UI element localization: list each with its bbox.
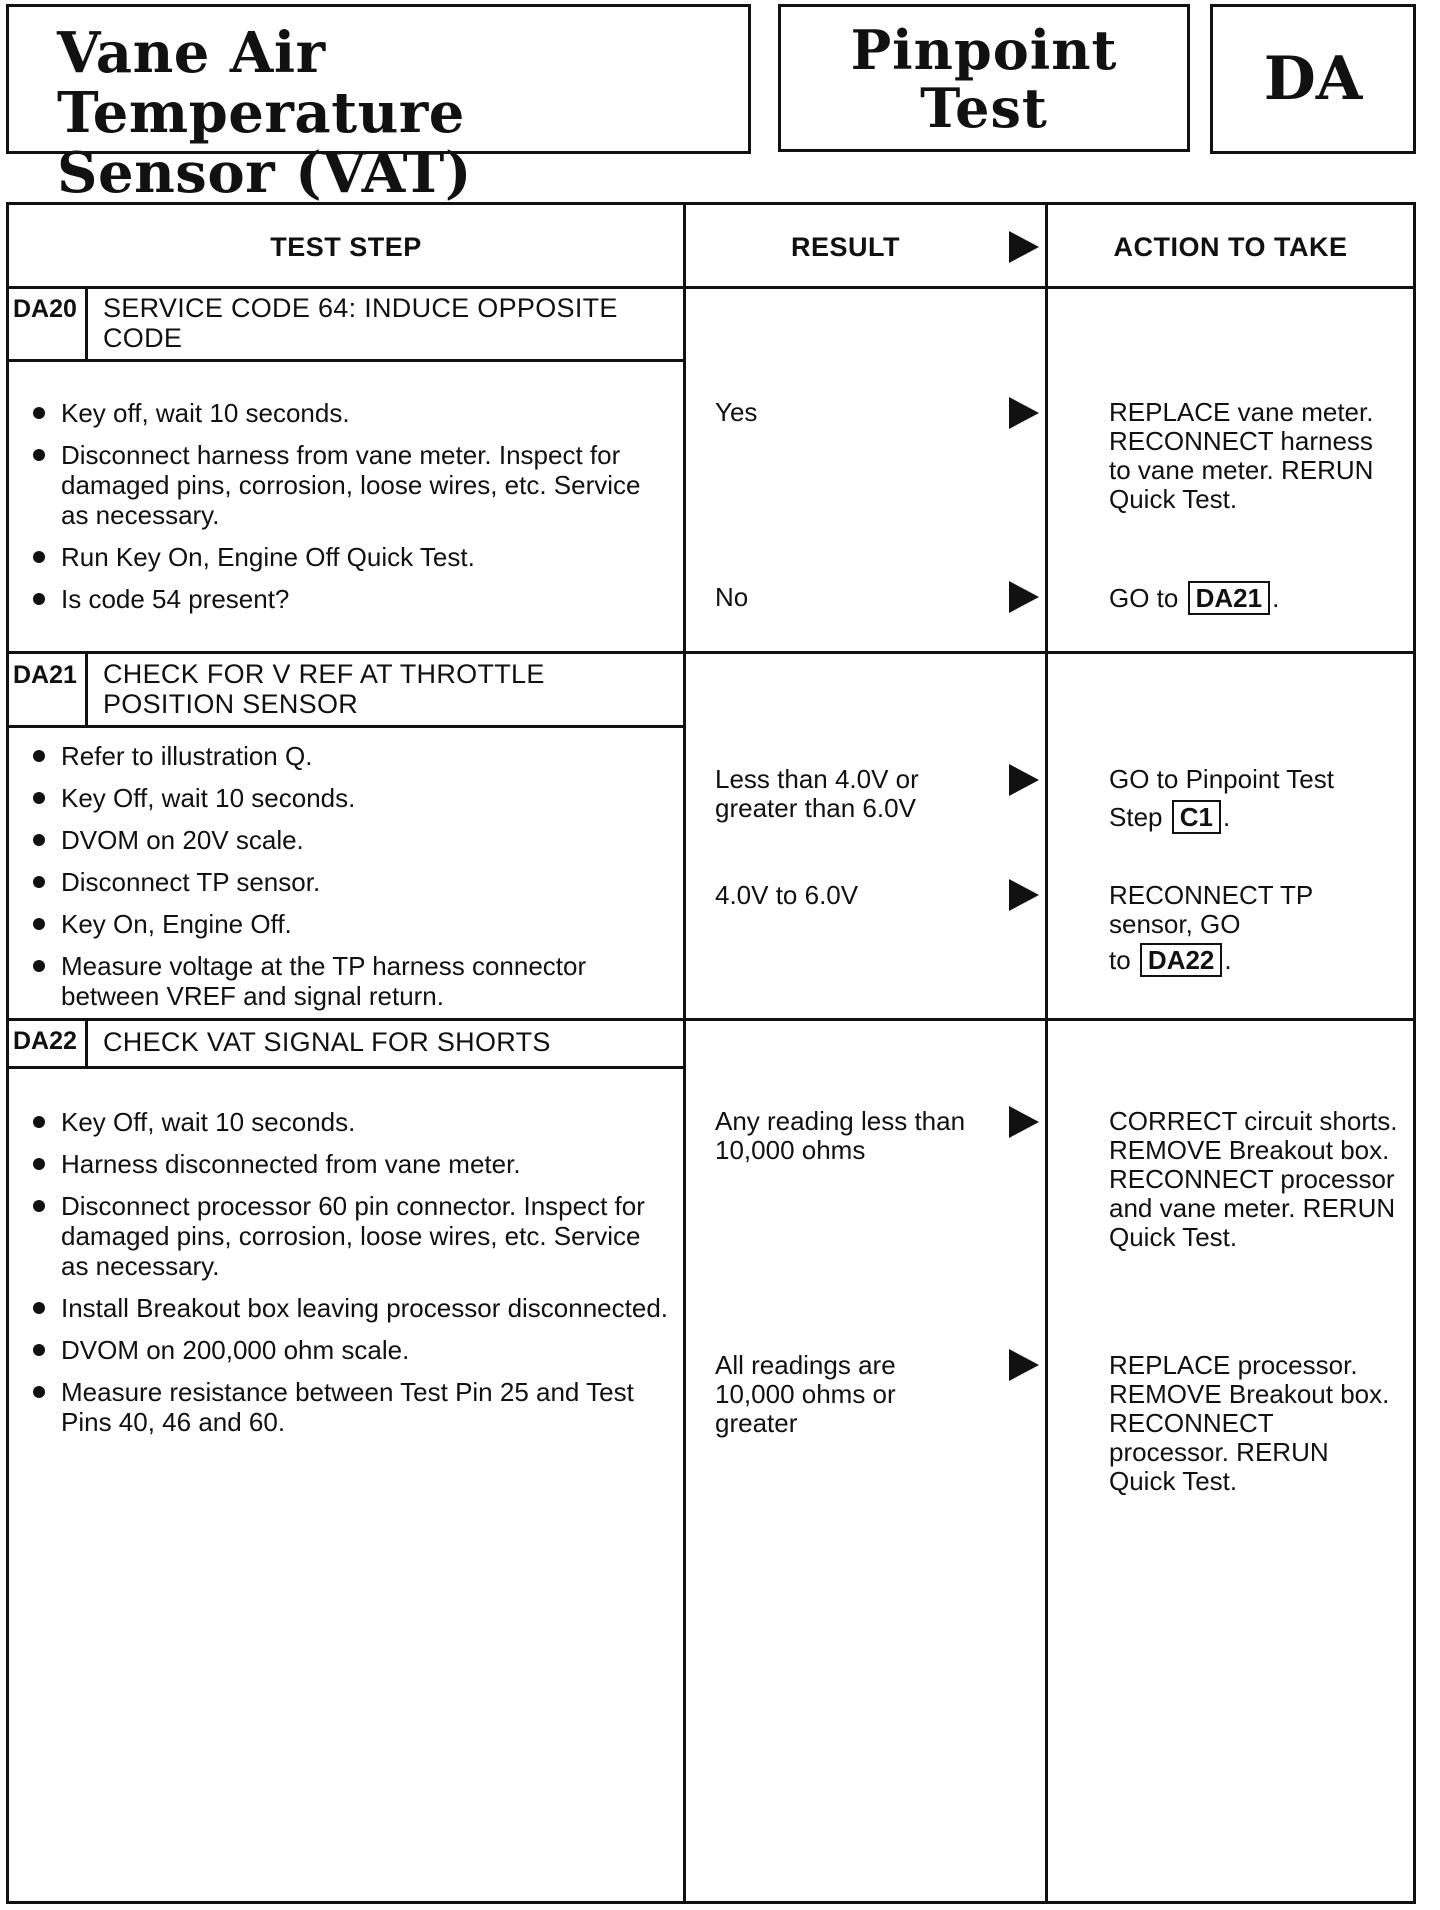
list-item: Key On, Engine Off.	[31, 909, 671, 939]
pinpoint-test-table	[6, 202, 1416, 1904]
arrow-icon	[1009, 231, 1039, 263]
list-item: Key Off, wait 10 seconds.	[31, 783, 671, 813]
arrow-icon	[1009, 764, 1039, 796]
result-label: 4.0V to 6.0V	[715, 880, 859, 910]
arrow-icon	[1009, 879, 1039, 911]
step-id-da22: DA22	[13, 1027, 77, 1055]
column-header-result: RESULT	[791, 231, 900, 262]
list-item: DVOM on 20V scale.	[31, 825, 671, 855]
action-line: RECONNECT TP sensor, GO	[1109, 880, 1313, 939]
list-item: Install Breakout box leaving processor disconnected.	[31, 1293, 671, 1323]
list-item: Run Key On, Engine Off Quick Test.	[31, 542, 671, 572]
title-box	[6, 4, 751, 206]
action-text	[1109, 581, 1279, 615]
step-title-underline	[9, 1066, 683, 1069]
list-item: Measure voltage at the TP harness connector between VREF and signal return.	[31, 951, 671, 1011]
list-item: Harness disconnected from vane meter.	[31, 1149, 671, 1179]
arrow-icon	[1009, 397, 1039, 429]
list-item: Key off, wait 10 seconds.	[31, 398, 671, 428]
result-label: No	[715, 582, 749, 612]
arrow-icon	[1009, 1349, 1039, 1381]
step-title-da21: CHECK FOR V REF AT THROTTLE POSITION SENSOR	[103, 659, 545, 719]
test-code: DA	[1263, 44, 1363, 114]
code-box	[1210, 4, 1416, 154]
list-item: Disconnect TP sensor.	[31, 867, 671, 897]
column-divider	[683, 205, 686, 1901]
list-item: Disconnect processor 60 pin connector. Inspect for damaged pins, corrosion, loose wires, etc. Service as necessary.	[31, 1191, 671, 1281]
arrow-icon	[1009, 581, 1039, 613]
action-prefix: Step	[1109, 802, 1163, 832]
action-text	[1109, 765, 1399, 834]
action-text: REPLACE vane meter. RECONNECT harness to vane meter. RERUN Quick Test.	[1109, 397, 1374, 514]
step-title-da22: CHECK VAT SIGNAL FOR SHORTS	[103, 1027, 551, 1057]
pinpoint-label-line1: Pinpoint	[850, 18, 1118, 82]
list-item: Key Off, wait 10 seconds.	[31, 1107, 671, 1137]
result-label: Less than 4.0V or greater than 6.0V	[715, 764, 919, 823]
step-label-divider	[85, 654, 88, 725]
step-id-da21: DA21	[13, 661, 77, 689]
page-title-line2: Sensor (VAT)	[57, 140, 472, 206]
action-text: CORRECT circuit shorts. REMOVE Breakout box. RECONNECT processor and vane meter. RERUN Quick Test.	[1109, 1106, 1398, 1252]
step-title-da20: SERVICE CODE 64: INDUCE OPPOSITE CODE	[103, 293, 618, 353]
step-reference-da21[interactable]: DA21	[1188, 581, 1270, 615]
step-instructions-da20	[31, 398, 671, 626]
action-suffix: .	[1224, 945, 1232, 975]
action-suffix: .	[1272, 583, 1280, 613]
column-header-test-step: TEST STEP	[270, 231, 422, 262]
column-header-action: ACTION TO TAKE	[1113, 231, 1348, 262]
list-item: Measure resistance between Test Pin 25 and Test Pins 40, 46 and 60.	[31, 1377, 671, 1437]
pinpoint-label-line2: Test	[920, 76, 1048, 140]
column-divider	[1045, 205, 1048, 1901]
step-id-da20: DA20	[13, 295, 77, 323]
action-line: GO to Pinpoint Test	[1109, 764, 1334, 794]
list-item: DVOM on 200,000 ohm scale.	[31, 1335, 671, 1365]
action-prefix: to	[1109, 945, 1131, 975]
pinpoint-box	[778, 4, 1190, 152]
step-reference-c1[interactable]: C1	[1172, 800, 1221, 834]
list-item: Disconnect harness from vane meter. Inspect for damaged pins, corrosion, loose wires, etc. Service as necessary.	[31, 440, 671, 530]
page-title-line1: Vane Air Temperature	[57, 20, 465, 146]
step-reference-da22[interactable]: DA22	[1140, 943, 1222, 977]
step-label-divider	[85, 1021, 88, 1066]
list-item: Refer to illustration Q.	[31, 741, 671, 771]
result-label: Yes	[715, 397, 758, 427]
result-label: All readings are 10,000 ohms or greater	[715, 1350, 896, 1438]
arrow-icon	[1009, 1106, 1039, 1138]
step-title-underline	[9, 725, 683, 728]
list-item: Is code 54 present?	[31, 584, 671, 614]
step-label-divider	[85, 289, 88, 362]
step-title-underline	[9, 359, 683, 362]
action-text	[1109, 881, 1349, 977]
result-label: Any reading less than 10,000 ohms	[715, 1106, 966, 1165]
action-prefix: GO to	[1109, 583, 1179, 613]
row-divider	[9, 651, 1413, 654]
step-instructions-da22	[31, 1107, 671, 1449]
step-instructions-da21	[31, 741, 671, 1023]
action-suffix: .	[1222, 802, 1231, 832]
action-text: REPLACE processor. REMOVE Breakout box. RECONNECT processor. RERUN Quick Test.	[1109, 1350, 1390, 1496]
